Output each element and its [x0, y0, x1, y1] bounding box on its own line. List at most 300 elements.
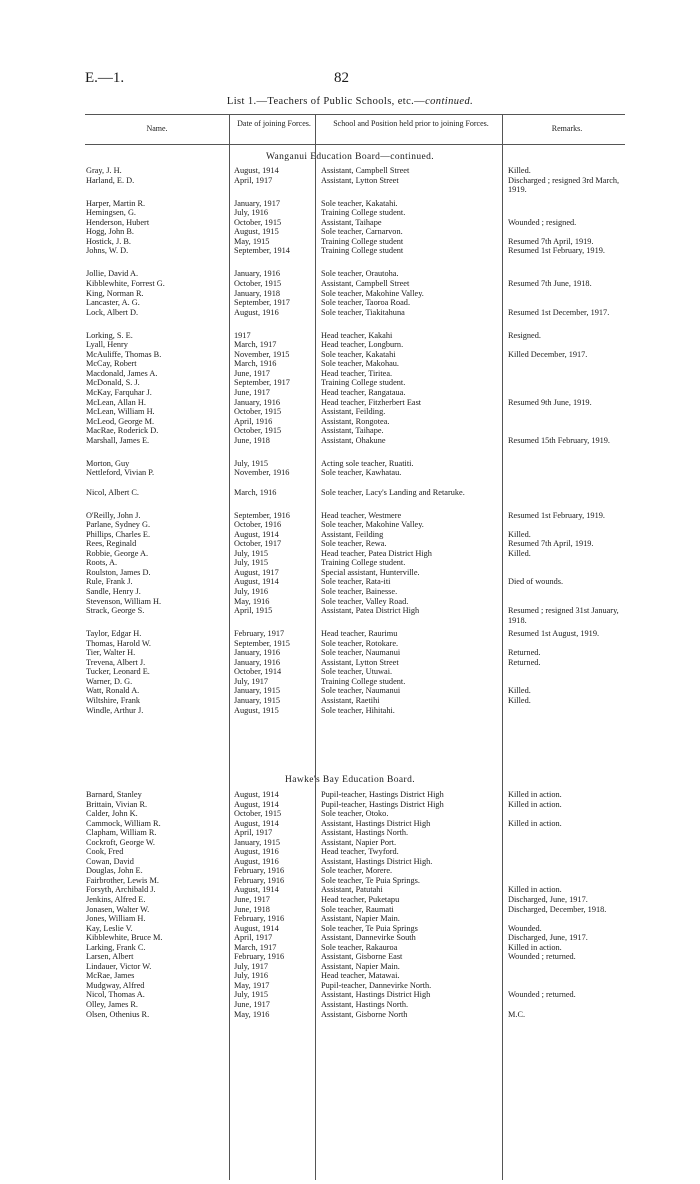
cell-name: Henderson, Hubert — [86, 217, 150, 227]
cell-name: Trevena, Albert J. — [86, 657, 146, 667]
cell-date: August, 1914 — [234, 166, 279, 175]
cell-date: June, 1917 — [234, 368, 270, 378]
cell-school: Head teacher, Tiritea. — [321, 368, 393, 378]
table-row — [0, 388, 700, 398]
cell-school: Assistant, Lytton Street — [321, 175, 399, 185]
table-row — [0, 639, 700, 649]
cell-date: October, 1917 — [234, 539, 282, 549]
table-row — [0, 857, 700, 867]
cell-school: Assistant, Feilding — [321, 529, 384, 539]
cell-date: February, 1917 — [234, 629, 285, 639]
cell-name: MacRae, Roderick D. — [86, 426, 159, 436]
table-row — [0, 819, 700, 829]
cell-remarks: Resumed 1st August, 1919. — [508, 629, 600, 639]
cell-date: July, 1915 — [234, 558, 269, 568]
cell-name: Harland, E. D. — [86, 175, 135, 185]
cell-name: Stevenson, William H. — [86, 596, 162, 606]
cell-remarks: Killed. — [508, 548, 531, 558]
cell-date: August, 1916 — [234, 856, 279, 866]
cell-name: Jonasen, Walter W. — [86, 904, 150, 914]
cell-school: Sole teacher, Hihitahi. — [321, 705, 395, 715]
list-title — [0, 96, 700, 107]
table-row — [0, 488, 700, 507]
cell-name: Macdonald, James A. — [86, 368, 158, 378]
cell-name: Roulston, James D. — [86, 567, 151, 577]
cell-name: Rees, Reginald — [86, 539, 137, 549]
cell-school: Head teacher, Fitzherbert East — [321, 397, 422, 407]
cell-date: July, 1917 — [234, 961, 269, 971]
cell-name: Larking, Frank C. — [86, 942, 146, 952]
cell-remarks: Resumed ; resigned 31st January, 1918. — [508, 606, 619, 625]
table-row — [0, 426, 700, 436]
cell-name: Lock, Albert D. — [86, 307, 139, 317]
cell-school: Head teacher, Rangataua. — [321, 388, 406, 398]
table-row — [0, 176, 700, 195]
cell-name: Cook, Fred — [86, 847, 124, 857]
table-row — [0, 398, 700, 408]
cell-date: January, 1916 — [234, 269, 281, 279]
cell-remarks: Killed. — [508, 695, 531, 705]
cell-school: Assistant, Campbell Street — [321, 279, 410, 289]
cell-school: Sole teacher, Morere. — [321, 866, 393, 876]
cell-name: Lancaster, A. G. — [86, 298, 140, 308]
table-row — [0, 905, 700, 915]
cell-school: Assistant, Napier Main. — [321, 961, 400, 971]
cell-remarks: Killed. — [508, 686, 531, 696]
cell-name: O'Reilly, John J. — [86, 510, 141, 520]
cell-name: Calder, John K. — [86, 809, 138, 819]
cell-school: Sole teacher, Naumanui — [321, 686, 401, 696]
cell-school: Sole teacher, Otoko. — [321, 809, 389, 819]
table-row — [0, 587, 700, 597]
cell-school: Sole teacher, Raumati — [321, 904, 394, 914]
cell-name: McAuliffe, Thomas B. — [86, 349, 162, 359]
cell-name: Nicol, Thomas A. — [86, 990, 145, 1000]
table-row — [0, 914, 700, 924]
table-row — [0, 933, 700, 943]
cell-date: July, 1916 — [234, 586, 269, 596]
cell-school: Sole teacher, Rewa. — [321, 539, 387, 549]
cell-school: Sole teacher, Makohine Valley. — [321, 288, 424, 298]
cell-name: McDonald, S. J. — [86, 378, 140, 388]
table-row — [0, 459, 700, 469]
cell-remarks: Killed. — [508, 166, 531, 175]
table-row — [0, 971, 700, 981]
cell-name: McKay, Farquhar J. — [86, 388, 152, 398]
wanganui-teacher-list — [0, 166, 700, 715]
cell-name: Kibblewhite, Bruce M. — [86, 933, 163, 943]
list-title-main: List 1.—Teachers of Public Schools, etc.— — [226, 96, 426, 107]
cell-date: October, 1915 — [234, 407, 282, 417]
table-row — [0, 237, 700, 247]
cell-date: March, 1917 — [234, 340, 277, 350]
table-row — [0, 1010, 700, 1020]
cell-school: Sole teacher, Tiakitahuna — [321, 307, 405, 317]
cell-school: Assistant, Lytton Street — [321, 657, 399, 667]
cell-date: October, 1914 — [234, 667, 282, 677]
cell-name: Hogg, John B. — [86, 227, 134, 237]
cell-name: Strack, George S. — [86, 606, 145, 616]
cell-remarks: Resumed 15th February, 1919. — [508, 435, 611, 445]
cell-date: March, 1916 — [234, 487, 277, 497]
cell-date: April, 1917 — [234, 175, 273, 185]
cell-name: Douglas, John E. — [86, 866, 143, 876]
cell-school: Assistant, Raetihi — [321, 695, 380, 705]
table-row — [0, 658, 700, 668]
cell-school: Head teacher, Twyford. — [321, 847, 399, 857]
cell-name: Hemingsen, G. — [86, 208, 137, 218]
table-row — [0, 340, 700, 350]
list-title-continued: continued. — [425, 96, 474, 107]
cell-remarks: Resumed 9th June, 1919. — [508, 397, 592, 407]
cell-remarks: Discharged, December, 1918. — [508, 904, 607, 914]
hawkes-bay-teacher-list — [0, 790, 700, 1019]
cell-name: Nettleford, Vivian P. — [86, 468, 155, 478]
cell-school: Sole teacher, Naumanui — [321, 648, 401, 658]
cell-school: Assistant, Napier Main. — [321, 914, 400, 924]
cell-date: February, 1916 — [234, 952, 285, 962]
cell-remarks: Resumed 7th April, 1919. — [508, 236, 594, 246]
table-row — [0, 577, 700, 587]
table-row — [0, 667, 700, 677]
cell-date: August, 1914 — [234, 529, 279, 539]
col-header-remarks: Remarks. — [551, 124, 583, 133]
col-header-date: Date of joining Forces. — [237, 119, 311, 128]
table-row — [0, 468, 700, 487]
cell-school: Sole teacher, Taoroa Road. — [321, 298, 411, 308]
cell-school: Assistant, Taihape. — [321, 426, 384, 436]
cell-school: Training College student — [321, 236, 404, 246]
cell-school: Sole teacher, Rakauroa — [321, 942, 398, 952]
cell-remarks: Resumed 1st December, 1917. — [508, 307, 610, 317]
cell-date: November, 1916 — [234, 468, 290, 478]
table-header-rule — [85, 144, 625, 145]
table-row — [0, 350, 700, 360]
cell-name: Roots, A. — [86, 558, 118, 568]
cell-remarks: Discharged ; resigned 3rd March, 1919. — [508, 175, 620, 195]
cell-date: July, 1915 — [234, 458, 269, 468]
cell-date: August, 1914 — [234, 923, 279, 933]
cell-date: May, 1917 — [234, 980, 270, 990]
cell-date: January, 1915 — [234, 837, 281, 847]
cell-remarks: Discharged, June, 1917. — [508, 933, 588, 943]
table-row — [0, 407, 700, 417]
table-row — [0, 417, 700, 427]
table-row — [0, 549, 700, 559]
cell-remarks: Wounded. — [508, 923, 542, 933]
cell-date: May, 1916 — [234, 596, 270, 606]
document-reference: E.—1. — [85, 70, 125, 86]
cell-name: Mudgway, Alfred — [86, 980, 145, 990]
cell-date: September, 1914 — [234, 246, 290, 256]
cell-school: Assistant, Hastings North. — [321, 1000, 409, 1010]
table-row — [0, 279, 700, 289]
cell-date: November, 1915 — [234, 349, 290, 359]
cell-school: Head teacher, Matawai. — [321, 971, 400, 981]
cell-name: Olley, James R. — [86, 1000, 139, 1010]
cell-date: July, 1917 — [234, 676, 269, 686]
cell-school: Assistant, Gisborne North — [321, 1009, 408, 1019]
table-row — [0, 962, 700, 972]
cell-school: Assistant, Rongotea. — [321, 416, 390, 426]
table-row — [0, 809, 700, 819]
cell-name: Lindauer, Victor W. — [86, 961, 152, 971]
cell-school: Training College student — [321, 246, 404, 256]
cell-name: Kay, Leslie V. — [86, 923, 133, 933]
cell-school: Sole teacher, Kakatahi — [321, 349, 396, 359]
cell-school: Training College student. — [321, 558, 406, 568]
cell-school: Sole teacher, Carnarvon. — [321, 227, 403, 237]
cell-name: Jenkins, Alfred E. — [86, 895, 146, 905]
table-row — [0, 308, 700, 327]
table-row — [0, 990, 700, 1000]
cell-remarks: Killed in action. — [508, 942, 562, 952]
cell-date: September, 1915 — [234, 638, 290, 648]
cell-name: Harper, Martin R. — [86, 198, 146, 208]
cell-date: January, 1915 — [234, 695, 281, 705]
cell-date: April, 1917 — [234, 933, 273, 943]
table-row — [0, 269, 700, 279]
cell-remarks: Wounded ; returned. — [508, 952, 576, 962]
cell-date: April, 1915 — [234, 606, 273, 616]
cell-name: Lyall, Henry — [86, 340, 128, 350]
page-number: 82 — [334, 70, 349, 86]
cell-remarks: Resumed 7th April, 1919. — [508, 539, 594, 549]
cell-date: May, 1915 — [234, 236, 270, 246]
table-row — [0, 648, 700, 658]
cell-school: Sole teacher, Makohine Valley. — [321, 520, 424, 530]
cell-school: Head teacher, Patea District High — [321, 548, 432, 558]
cell-date: October, 1915 — [234, 217, 282, 227]
cell-name: Tier, Walter H. — [86, 648, 136, 658]
cell-name: McRae, James — [86, 971, 135, 981]
cell-name: Kibblewhite, Forrest G. — [86, 279, 165, 289]
cell-name: Jollie, David A. — [86, 269, 139, 279]
table-row — [0, 331, 700, 341]
cell-school: Assistant, Campbell Street — [321, 166, 410, 175]
cell-school: Sole teacher, Lacy's Landing and Retaruke. — [321, 487, 465, 497]
cell-school: Sole teacher, Te Puia Springs — [321, 923, 418, 933]
cell-school: Assistant, Taihape — [321, 217, 382, 227]
cell-date: March, 1917 — [234, 942, 277, 952]
cell-date: October, 1915 — [234, 809, 282, 819]
table-row — [0, 800, 700, 810]
cell-remarks: Resumed 1st February, 1919. — [508, 510, 605, 520]
cell-name: King, Norman R. — [86, 288, 144, 298]
cell-name: Cockroft, George W. — [86, 837, 155, 847]
cell-name: Morton, Guy — [86, 458, 130, 468]
cell-school: Assistant, Patea District High — [321, 606, 420, 616]
cell-date: June, 1917 — [234, 388, 270, 398]
cell-name: Lorking, S. E. — [86, 330, 133, 340]
cell-school: Sole teacher, Orautoha. — [321, 269, 399, 279]
table-row — [0, 298, 700, 308]
cell-remarks: Wounded ; resigned. — [508, 217, 577, 227]
table-row — [0, 895, 700, 905]
section-title-hawkes-bay: Hawke's Bay Education Board. — [284, 775, 416, 785]
table-row — [0, 790, 700, 800]
cell-school: Assistant, Hastings District High — [321, 818, 431, 828]
cell-date: October, 1915 — [234, 279, 282, 289]
cell-school: Pupil-teacher, Dannevirke North. — [321, 980, 432, 990]
cell-school: Assistant, Patutahi — [321, 885, 383, 895]
cell-school: Assistant, Feilding. — [321, 407, 386, 417]
cell-date: August, 1916 — [234, 847, 279, 857]
cell-school: Training College student. — [321, 208, 406, 218]
cell-date: July, 1915 — [234, 990, 269, 1000]
cell-date: April, 1916 — [234, 416, 273, 426]
cell-school: Head teacher, Raurimu — [321, 629, 398, 639]
cell-date: January, 1916 — [234, 657, 281, 667]
cell-date: October, 1916 — [234, 520, 282, 530]
table-row — [0, 943, 700, 953]
cell-date: February, 1916 — [234, 914, 285, 924]
cell-date: August, 1915 — [234, 227, 279, 237]
table-row — [0, 530, 700, 540]
cell-remarks: Discharged, June, 1917. — [508, 895, 588, 905]
cell-school: Sole teacher, Bainesse. — [321, 586, 398, 596]
cell-remarks: Killed December, 1917. — [508, 349, 588, 359]
cell-name: Taylor, Edgar H. — [86, 629, 142, 639]
table-row — [0, 606, 700, 625]
cell-school: Training College student. — [321, 676, 406, 686]
cell-name: Brittain, Vivian R. — [86, 799, 148, 809]
cell-name: Olsen, Othenius R. — [86, 1009, 150, 1019]
cell-remarks: Resigned. — [508, 330, 541, 340]
table-row — [0, 208, 700, 218]
cell-school: Head teacher, Westmere — [321, 510, 402, 520]
cell-date: June, 1917 — [234, 1000, 270, 1010]
cell-school: Head teacher, Kakahi — [321, 330, 393, 340]
section-title-wanganui: Wanganui Education Board—continued. — [265, 152, 435, 162]
table-row — [0, 828, 700, 838]
table-row — [0, 885, 700, 895]
cell-school: Sole teacher, Makohau. — [321, 359, 399, 369]
cell-name: Fairbrother, Lewis M. — [86, 875, 159, 885]
table-row — [0, 696, 700, 706]
table-row — [0, 369, 700, 379]
cell-school: Head teacher, Longburn. — [321, 340, 404, 350]
cell-name: Barnard, Stanley — [86, 790, 142, 799]
cell-name: Warner, D. G. — [86, 676, 133, 686]
table-row — [0, 629, 700, 639]
table-row — [0, 246, 700, 265]
cell-date: October, 1915 — [234, 426, 282, 436]
cell-date: August, 1917 — [234, 567, 279, 577]
cell-date: April, 1917 — [234, 828, 273, 838]
cell-school: Acting sole teacher, Ruatiti. — [321, 458, 414, 468]
cell-remarks: Resumed 7th June, 1918. — [508, 279, 592, 289]
cell-date: August, 1914 — [234, 799, 279, 809]
cell-date: July, 1916 — [234, 971, 269, 981]
table-row — [0, 952, 700, 962]
table-row — [0, 838, 700, 848]
cell-remarks: Killed in action. — [508, 885, 562, 895]
cell-remarks: Died of wounds. — [508, 577, 564, 587]
cell-remarks: Killed in action. — [508, 818, 562, 828]
cell-date: June, 1918 — [234, 904, 270, 914]
cell-name: Cowan, David — [86, 856, 134, 866]
cell-name: Windle, Arthur J. — [86, 705, 144, 715]
cell-remarks: Returned. — [508, 657, 541, 667]
cell-date: August, 1915 — [234, 705, 279, 715]
cell-date: 1917 — [234, 330, 251, 340]
cell-date: July, 1915 — [234, 548, 269, 558]
cell-date: June, 1917 — [234, 895, 270, 905]
cell-date: September, 1917 — [234, 378, 290, 388]
cell-name: McLeod, George M. — [86, 416, 155, 426]
cell-school: Pupil-teacher, Hastings District High — [321, 799, 444, 809]
cell-name: McCay, Robert — [86, 359, 137, 369]
cell-school: Sole teacher, Valley Road. — [321, 596, 409, 606]
cell-date: September, 1917 — [234, 298, 290, 308]
cell-school: Sole teacher, Kakatahi. — [321, 198, 398, 208]
table-row — [0, 924, 700, 934]
cell-name: McLean, William H. — [86, 407, 155, 417]
cell-school: Assistant, Ohakune — [321, 435, 386, 445]
cell-school: Training College student. — [321, 378, 406, 388]
cell-name: Parlane, Sydney G. — [86, 520, 151, 530]
cell-name: Watt, Ronald A. — [86, 686, 140, 696]
cell-name: Phillips, Charles E. — [86, 529, 151, 539]
cell-name: McLean, Allan H. — [86, 397, 146, 407]
cell-name: Larsen, Albert — [86, 952, 134, 962]
cell-date: August, 1914 — [234, 790, 279, 799]
cell-remarks: Killed in action. — [508, 799, 562, 809]
table-row — [0, 166, 700, 176]
cell-date: August, 1914 — [234, 885, 279, 895]
table-row — [0, 436, 700, 455]
cell-school: Sole teacher, Rata-iti — [321, 577, 391, 587]
cell-name: Clapham, William R. — [86, 828, 157, 838]
cell-date: February, 1916 — [234, 866, 285, 876]
cell-date: August, 1914 — [234, 577, 279, 587]
table-row — [0, 539, 700, 549]
cell-school: Special assistant, Hunterville. — [321, 567, 420, 577]
cell-name: Rule, Frank J. — [86, 577, 133, 587]
cell-name: Forsyth, Archibald J. — [86, 885, 156, 895]
cell-date: May, 1916 — [234, 1009, 270, 1019]
cell-name: Johns, W. D. — [86, 246, 129, 256]
cell-date: January, 1918 — [234, 288, 281, 298]
cell-school: Assistant, Gisborne East — [321, 952, 403, 962]
table-row — [0, 677, 700, 687]
cell-name: Jones, William H. — [86, 914, 146, 924]
cell-school: Assistant, Hastings District High. — [321, 856, 433, 866]
cell-school: Assistant, Dannevirke South — [321, 933, 416, 943]
cell-school: Sole teacher, Te Puia Springs. — [321, 875, 420, 885]
cell-remarks: Wounded ; returned. — [508, 990, 576, 1000]
cell-date: January, 1916 — [234, 648, 281, 658]
table-row — [0, 597, 700, 607]
cell-date: March, 1916 — [234, 359, 277, 369]
table-row — [0, 289, 700, 299]
table-row — [0, 378, 700, 388]
cell-date: August, 1914 — [234, 818, 279, 828]
cell-remarks: Returned. — [508, 648, 541, 658]
cell-date: February, 1916 — [234, 875, 285, 885]
cell-name: Tucker, Leonard E. — [86, 667, 150, 677]
cell-school: Assistant, Napier Port. — [321, 837, 397, 847]
col-header-name: Name. — [146, 124, 168, 133]
table-row — [0, 520, 700, 530]
cell-date: January, 1917 — [234, 198, 281, 208]
table-row — [0, 558, 700, 568]
table-row — [0, 359, 700, 369]
cell-name: Wiltshire, Frank — [86, 695, 141, 705]
cell-name: Cammock, William R. — [86, 818, 161, 828]
table-top-rule — [85, 114, 625, 115]
